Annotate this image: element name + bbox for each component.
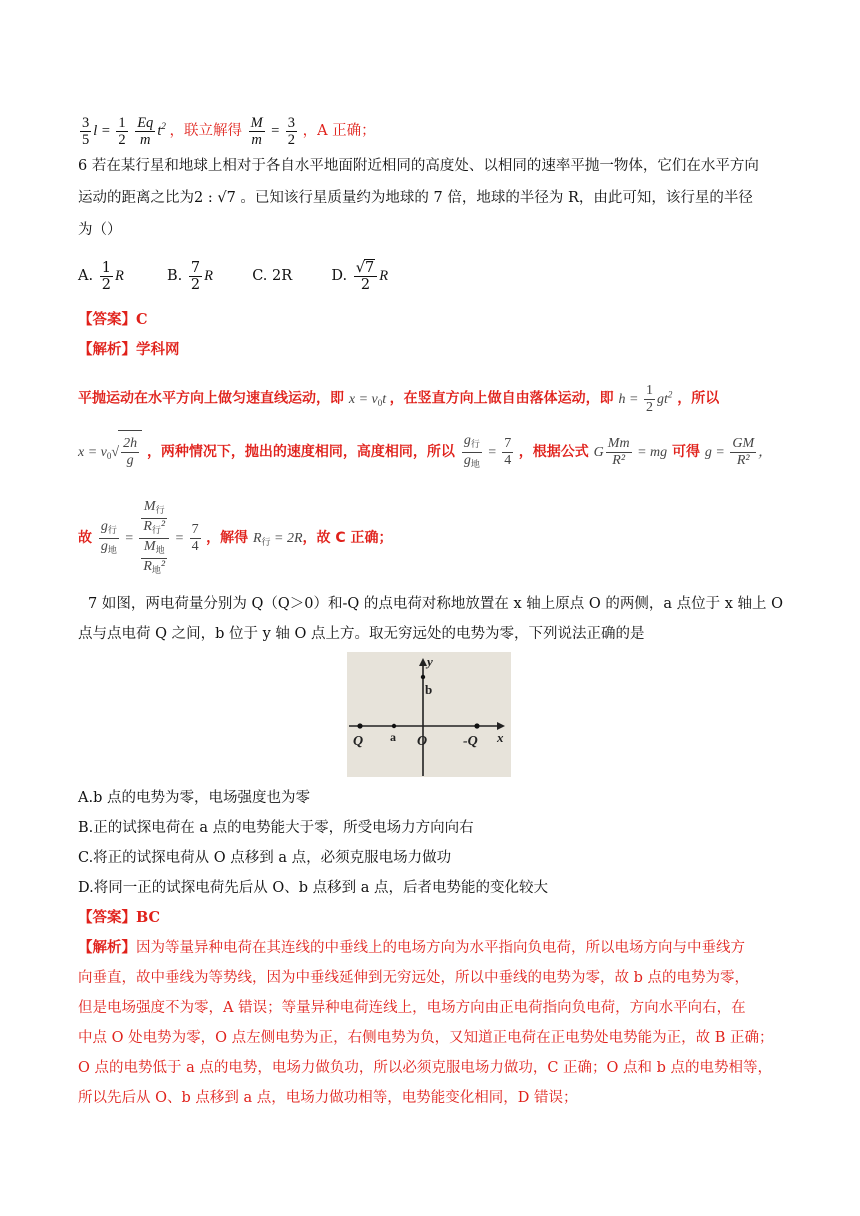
- label-x: x: [497, 730, 504, 745]
- q6-analysis-3: 故 $\frac{g_行}{g_地}$ = $\frac{\frac{M_行}{R_行^2}}{\frac{M_地}{R_地^2}}$ = $\frac{7}{4}$ ，解得 $R_行 = 2R$，故 C 正确；: [78, 499, 393, 576]
- q6-stem-1: 6 若在某行星和地球上相对于各自水平地面附近相同的高度处、以相同的速率平抛一物体，它们在水平方向: [78, 158, 759, 174]
- label-a: a: [390, 730, 396, 744]
- top-connector: ，联立解得: [169, 122, 242, 139]
- charge-q-point: [357, 723, 362, 728]
- top-equation-line: [78, 106, 376, 146]
- top-result: $\frac{M}{m}$ = $\frac{3}{2}$: [250, 115, 295, 148]
- q6-analysis-label: 【解析】学科网: [78, 341, 180, 358]
- label-b: b: [425, 682, 433, 697]
- q6-option-c: C. 2R: [252, 268, 293, 284]
- charge-figure: [347, 652, 511, 777]
- q7-analysis-6: 所以先后从 O、b 点移到 a 点，电场力做功相等，电势能变化相同，D 错误；: [78, 1090, 578, 1106]
- q7-option-a: A.b 点的电势为零，电场强度也为零: [78, 790, 310, 806]
- q6-option-b: B. $\frac{7}{2}$ R: [167, 259, 213, 293]
- q7-analysis-5: O 点的电势低于 a 点的电势，电场力做负功，所以必须克服电场力做功，C 正确；O 点和 b 点的电势相等，: [78, 1060, 773, 1076]
- label-q: Q: [353, 734, 364, 749]
- q7-stem-1: 7 如图，两电荷量分别为 Q（Q＞0）和-Q 的点电荷对称地放置在 x 轴上原点 O 的两侧，a 点位于 x 轴上 O: [88, 596, 783, 612]
- label-y: y: [427, 654, 433, 669]
- q6-stem-2: 运动的距离之比为2 : √7 。已知该行星质量约为地球的 7 倍，地球的半径为 R，由此可知，该行星的半径: [78, 190, 753, 206]
- axes-diagram: [347, 652, 511, 777]
- q6-analysis-2-text-b: ，两种情况下，抛出的速度相同，高度相同，所以: [146, 444, 455, 460]
- q7-option-b: B.正的试探电荷在 a 点的电势能大于零，所受电场力方向向右: [78, 820, 474, 836]
- q6-stem-3: 为（）: [78, 222, 122, 238]
- q6-answer: 【答案】C: [78, 311, 148, 328]
- q7-analysis-label: 【解析】: [78, 939, 136, 956]
- label-o: O: [417, 734, 428, 749]
- top-verdict: ，A 正确；: [302, 122, 376, 139]
- q7-analysis-4: 中点 O 处电势为零，O 点左侧电势为正，右侧电势为负，又知道正电荷在正电势处电势能为正，故 B 正确；: [78, 1030, 774, 1046]
- q7-analysis-1-text: 因为等量异种电荷在其连线的中垂线上的电场方向为水平指向负电荷，所以电场方向与中垂线方: [136, 940, 745, 956]
- q7-option-d: D.将同一正的试探电荷先后从 O、b 点移到 a 点，后者电势能的变化较大: [78, 880, 548, 896]
- q7-option-c: C.将正的试探电荷从 O 点移到 a 点，必须克服电场力做功: [78, 850, 452, 866]
- q6-analysis-2-text-d: ，根据公式: [518, 444, 589, 460]
- q7-answer: 【答案】BC: [78, 909, 161, 926]
- q6-option-a: A. $\frac{1}{2}$ R: [78, 259, 124, 293]
- point-a: [392, 724, 396, 728]
- q6-analysis-3-text-a: 故: [78, 530, 92, 546]
- q7-stem-2: 点与点电荷 Q 之间，b 位于 y 轴 O 点上方。取无穷远处的电势为零，下列说法正确的是: [78, 626, 645, 642]
- q6-option-d: D. $\frac{√7}{2}$ R: [331, 260, 389, 293]
- point-b: [421, 675, 425, 679]
- q6-analysis-2-text-f: 可得: [672, 444, 700, 460]
- q7-analysis-3: 但是电场强度不为零，A 错误；等量异种电荷连线上，电场方向由正电荷指向负电荷，方向水平向右，在: [78, 1000, 746, 1016]
- q6-analysis-1: 平抛运动在水平方向上做匀速直线运动，即 $x = v_0t$ ，在竖直方向上做自由落体运动，即 h = $\frac{1}{2}$ $gt^2$ ，所以: [78, 382, 720, 415]
- q6-analysis-2: $x = v_0√$ $\frac{2h}{g}$ ，两种情况下，抛出的速度相同，高度相同，所以 $\frac{g_行}{g_地}$ = $\frac{7}{4}$ ，根据公式 G $\frac{Mm}{\text{R²}}$ = mg 可得 g = $\frac{GM}{\text{R²}}$ ，: [78, 430, 772, 474]
- q7-analysis-1: [78, 938, 745, 958]
- charge-negq-point: [474, 723, 479, 728]
- label-negq: -Q: [463, 734, 478, 749]
- q6-options: [78, 256, 388, 296]
- q7-analysis-2: 向垂直，故中垂线为等势线，因为中垂线延伸到无穷远处，所以中垂线的电势为零，故 b 点的电势为零，: [78, 970, 749, 986]
- top-equation-lhs: $\frac{3}{5}$ l = $\frac{1}{2}$ $\frac{Eq}{m}$ $t^2$: [82, 115, 166, 148]
